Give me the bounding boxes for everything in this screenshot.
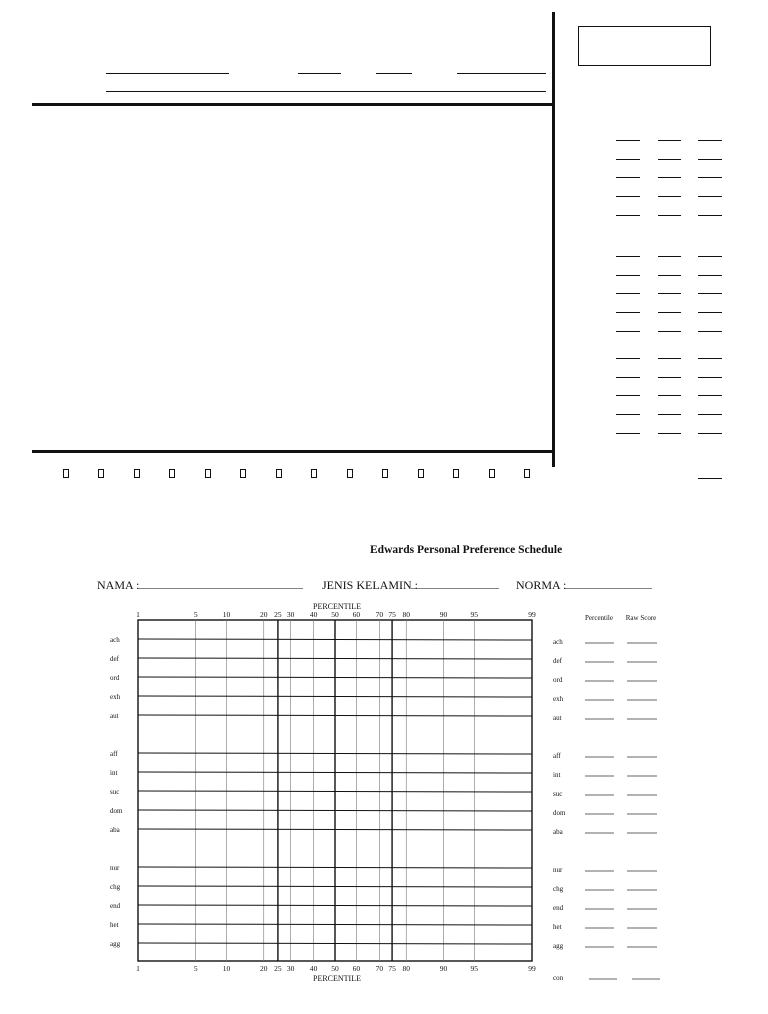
field-nama-blank[interactable]: ______________________________ [138,578,303,590]
need-label-left: int [110,769,118,777]
need-label-left: het [110,921,119,929]
percentile-tick-label-bottom: 75 [388,964,396,973]
percentile-tick-label-bottom: 90 [439,964,448,973]
need-label-right: nur [553,866,563,874]
need-label-left: aut [110,712,119,720]
need-row-line [138,924,532,925]
need-label-left: aba [110,826,120,834]
percentile-tick-label-bottom: 50 [331,964,339,973]
need-row-line [138,677,532,678]
percentile-tick-label-top: 99 [528,610,536,619]
need-label-left: exh [110,693,121,701]
need-label-left: ach [110,636,120,644]
percentile-tick-label-top: 95 [470,610,479,619]
need-label-left: nur [110,864,120,872]
profile-title: Edwards Personal Preference Schedule [370,544,563,556]
need-row-line [138,715,532,716]
need-label-left: ord [110,674,120,682]
field-norma-blank[interactable]: ________________ [564,578,652,590]
need-row-line [138,658,532,659]
need-row-line [138,696,532,697]
percentile-tick-label-bottom: 30 [286,964,295,973]
percentile-tick-label-bottom: 25 [274,964,282,973]
percentile-tick-label-top: 50 [331,610,339,619]
percentile-axis-label-top: PERCENTILE [313,602,361,611]
percentile-tick-label-top: 10 [222,610,231,619]
consistency-label: con [553,974,564,982]
need-row-line [138,943,532,944]
need-label-left: chg [110,883,121,891]
need-label-right: ach [553,638,563,646]
need-row-line [138,772,532,773]
need-label-right: def [553,657,562,665]
percentile-axis-label-bottom: PERCENTILE [313,974,361,983]
need-label-left: def [110,655,119,663]
percentile-tick-label-top: 25 [274,610,282,619]
percentile-tick-label-bottom: 40 [309,964,318,973]
need-label-left: agg [110,940,121,948]
percentile-tick-label-top: 60 [352,610,361,619]
need-label-right: end [553,904,564,912]
percentile-tick-label-bottom: 5 [193,964,198,973]
need-row-line [138,639,532,640]
need-row-line [138,886,532,887]
need-row-line [138,791,532,792]
percentile-tick-label-top: 5 [193,610,198,619]
percentile-tick-label-bottom: 99 [528,964,536,973]
need-label-right: aba [553,828,563,836]
percentile-tick-label-top: 80 [402,610,410,619]
need-label-right: ord [553,676,563,684]
need-row-line [138,810,532,811]
need-row-line [138,753,532,754]
field-norma-label: NORMA : [516,578,567,592]
percentile-tick-label-top: 20 [260,610,268,619]
need-label-right: suc [553,790,563,798]
need-label-left: suc [110,788,120,796]
percentile-tick-label-top: 90 [439,610,448,619]
need-label-right: aut [553,714,562,722]
percentile-column-header: Percentile [585,614,613,622]
percentile-tick-label-bottom: 1 [136,964,140,973]
percentile-tick-label-bottom: 80 [402,964,410,973]
need-label-right: int [553,771,561,779]
need-label-right: agg [553,942,564,950]
need-label-left: end [110,902,121,910]
percentile-tick-label-bottom: 70 [375,964,384,973]
need-label-right: dom [553,809,566,817]
percentile-tick-label-top: 75 [388,610,396,619]
need-label-left: dom [110,807,123,815]
percentile-tick-label-bottom: 10 [222,964,231,973]
need-row-line [138,829,532,830]
percentile-tick-label-top: 70 [375,610,384,619]
need-label-right: aff [553,752,561,760]
need-label-right: het [553,923,562,931]
field-jenis-kelamin-blank[interactable]: ________________ [411,578,499,590]
field-nama-label: NAMA : [97,578,140,592]
percentile-tick-label-bottom: 95 [470,964,479,973]
percentile-tick-label-top: 30 [286,610,295,619]
need-label-right: exh [553,695,564,703]
percentile-tick-label-top: 1 [136,610,140,619]
raw-score-column-header: Raw Score [625,614,657,622]
percentile-tick-label-top: 40 [309,610,318,619]
need-label-right: chg [553,885,564,893]
percentile-tick-label-bottom: 60 [352,964,361,973]
need-row-line [138,867,532,868]
need-row-line [138,905,532,906]
field-jenis-kelamin-label: JENIS KELAMIN : [322,578,418,592]
need-label-left: aff [110,750,118,758]
percentile-tick-label-bottom: 20 [260,964,268,973]
